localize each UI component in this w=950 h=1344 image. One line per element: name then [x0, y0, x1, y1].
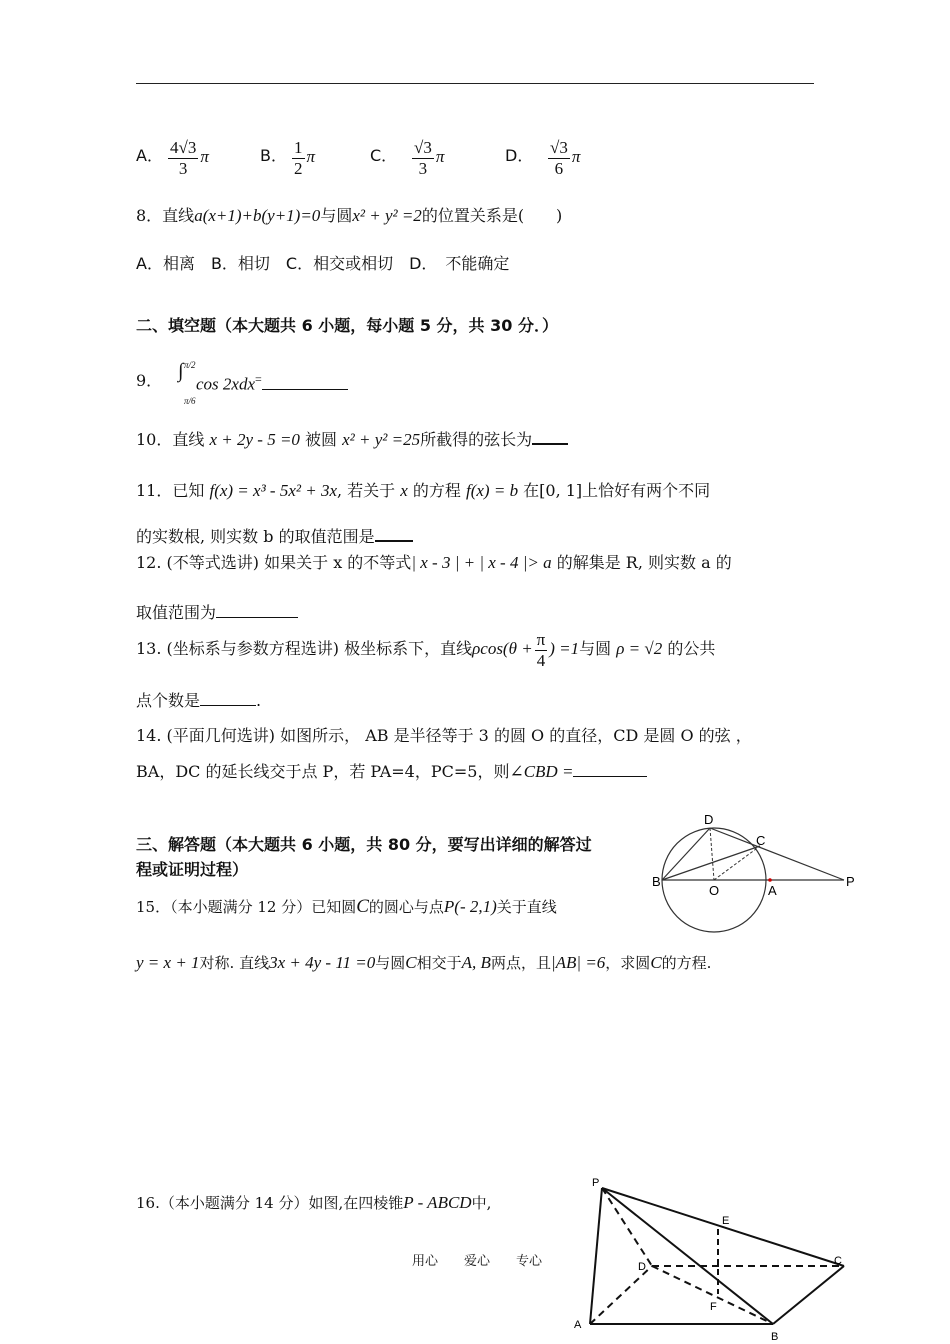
q7-option-b: $\frac{1}{2}$ π [294, 138, 316, 178]
question-14-line-2: BA，DC 的延长线交于点 P，若 PA=4，PC=5，则∠CBD = [136, 759, 647, 782]
q7-option-b-label: B． [260, 146, 287, 165]
edge-pa [590, 1188, 602, 1324]
question-13-line-2: 点个数是 . [136, 691, 262, 710]
q7-option-c-label: C． [370, 146, 398, 165]
question-10: 10．直线 x + 2y - 5 =0 被圆 x² + y² =25所截得的弦长为 [136, 427, 568, 450]
q7-option-d: $\frac{√3}{6}$ π [550, 138, 581, 178]
q7-option-d-label: D． [505, 146, 534, 165]
label-a: A [574, 1319, 582, 1331]
label-p: P [846, 874, 855, 889]
label-a: A [768, 883, 777, 898]
edge-ad-hidden [590, 1266, 652, 1324]
integral-lower: π/6 [184, 396, 196, 406]
q9-integrand: cos 2xdx= [196, 372, 348, 395]
q8-options: A．相离 B．相切 C．相交或相切 D． 不能确定 [136, 254, 510, 273]
footer-slogan: 用心 爱心 专心 [412, 1254, 543, 1269]
label-d: D [704, 812, 714, 827]
line-oc-dashed [714, 846, 760, 880]
section-3-heading-line-1: 三、解答题（本大题共 6 小题，共 80 分，要写出详细的解答过 [136, 835, 592, 854]
label-e: E [722, 1215, 730, 1227]
label-c: C [756, 833, 766, 848]
q7-option-c: $\frac{√3}{3}$ π [414, 138, 445, 178]
line-bc [662, 846, 760, 880]
label-o: O [709, 883, 720, 898]
edge-pd-hidden [602, 1188, 652, 1266]
question-9-label: 9． [136, 371, 163, 390]
figure-pyramid [568, 1172, 858, 1344]
question-16: 16.（本小题满分 14 分）如图,在四棱锥P - ABCD中, [136, 1193, 492, 1212]
edge-pb [602, 1188, 773, 1324]
line-do-dashed [710, 828, 714, 880]
line-dp [710, 828, 844, 880]
figure-circle-geometry [652, 808, 862, 933]
question-12-line-2: 取值范围为 [136, 600, 298, 623]
point-a-dot [768, 878, 772, 882]
integral-upper: π/2 [184, 360, 196, 370]
label-f: F [710, 1301, 717, 1313]
header-rule [136, 83, 814, 84]
edge-bc [773, 1266, 844, 1324]
question-13-line-1: 13. (坐标系与参数方程选讲) 极坐标系下，直线ρcos(θ + $\frac{\pi}{4}$ ) =1与圆 ρ = √2 的公共 [136, 630, 716, 670]
question-15-line-2: y = x + 1对称. 直线3x + 4y - 11 =0与圆C相交于A, B两点，且|AB| =6，求圆C的方程. [136, 953, 712, 972]
question-8: 8．直线a(x+1)+b(y+1)=0与圆x² + y² =2的位置关系是( ) [136, 206, 563, 225]
q7-option-a: $\frac{4√3}{3}$ π [170, 138, 209, 178]
label-c: C [834, 1255, 842, 1267]
question-12-line-1: 12. (不等式选讲) 如果关于 x 的不等式| x - 3 | + | x - 4 |> a 的解集是 R, 则实数 a 的 [136, 553, 732, 572]
label-d: D [638, 1261, 646, 1273]
q7-option-a-label: A． [136, 146, 163, 165]
section-2-heading: 二、填空题（本大题共 6 小题，每小题 5 分，共 30 分．） [136, 316, 558, 335]
integral-sign: ∫ [178, 360, 184, 382]
label-b: B [652, 874, 661, 889]
label-b: B [771, 1331, 779, 1343]
question-15-line-1: 15．（本小题满分 12 分）已知圆C的圆心与点P(- 2,1)关于直线 [136, 896, 557, 917]
section-3-heading-line-2: 程或证明过程） [136, 860, 249, 879]
question-11-line-1: 11．已知 f(x) = x³ - 5x² + 3x, 若关于 x 的方程 f(x) = b 在[0, 1]上恰好有两个不同 [136, 481, 711, 500]
edge-pc [602, 1188, 844, 1266]
question-11-line-2: 的实数根, 则实数 b 的取值范围是 [136, 524, 413, 547]
label-p: P [592, 1177, 600, 1189]
question-14-line-1: 14. (平面几何选讲) 如图所示， AB 是半径等于 3 的圆 O 的直径，CD 是圆 O 的弦 ， [136, 726, 752, 745]
